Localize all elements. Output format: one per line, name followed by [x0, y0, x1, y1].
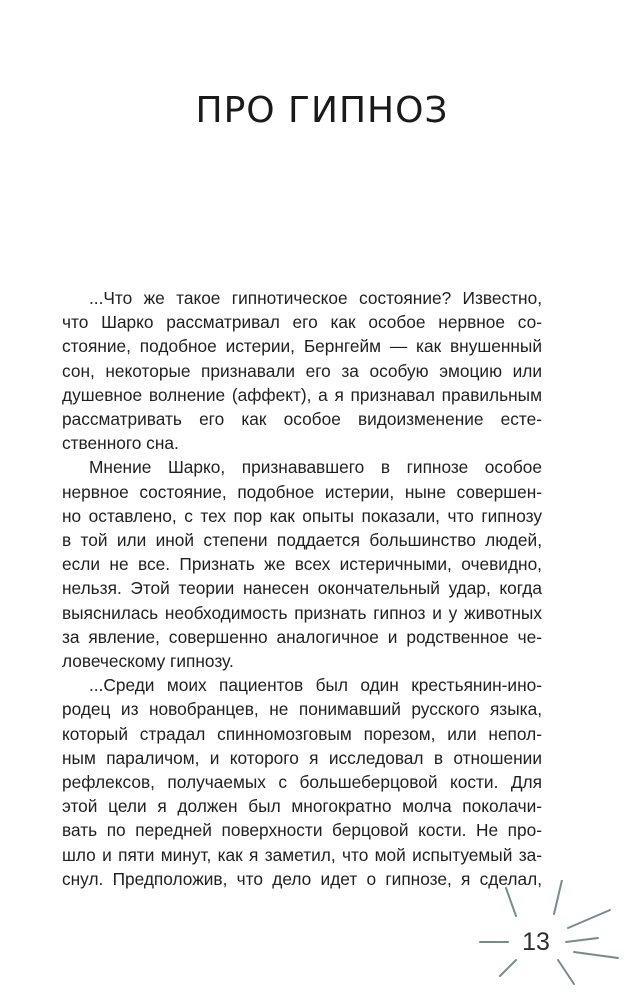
ornament-ray — [558, 960, 574, 984]
text-line: ным параличом, и которого я исследовал в отношении — [62, 747, 542, 768]
paragraph — [62, 455, 542, 673]
paragraph — [62, 286, 542, 455]
text-line: что Шарко рассматривал его как особое нервное со- — [62, 312, 542, 333]
text-line: вать по передней поверхности берцовой кости. Не про- — [62, 820, 542, 841]
text-line: душевное волнение (аффект), а я признавал правильным — [62, 384, 542, 405]
text-line: ловеческому гипнозу. — [62, 651, 234, 672]
body-text — [62, 286, 542, 891]
text-line: рассматривать его как особое видоизменение есте- — [62, 409, 542, 430]
ornament-ray — [554, 880, 562, 914]
text-line: ственного сна. — [62, 433, 179, 454]
text-line: если не все. Признать же всех истеричными, очевидно, — [62, 554, 542, 575]
ornament-ray — [568, 910, 610, 928]
text-line: ...Что же такое гипнотическое состояние? Известно, — [89, 288, 542, 308]
text-line: родец из новобранцев, не понимавший русского языка, — [62, 699, 542, 720]
ornament-ray — [506, 888, 516, 916]
text-line: который страдал спинномозговым порезом, или непол- — [62, 723, 542, 744]
text-line: Мнение Шарко, признававшего в гипнозе особое — [89, 457, 542, 478]
text-line: стояние, подобное истерии, Бернгейм — как внушенный — [62, 336, 542, 357]
text-line: за явление, совершенно аналогичное и родственное че- — [62, 626, 542, 647]
text-line: выяснилась необходимость признать гипноз и у животных — [62, 602, 542, 623]
sunburst-icon — [470, 880, 644, 1000]
text-line: этой цели я должен был многократно молча поколачи- — [62, 796, 542, 817]
paragraph — [62, 673, 542, 891]
text-line: в той или иной степени поддается большинство людей, — [62, 530, 542, 551]
ornament-ray — [574, 952, 618, 958]
text-line: снул. Предположив, что дело идет о гипнозе, я сделал, — [62, 868, 542, 889]
text-line: шло и пяти минут, как я заметил, что мой испытуемый за- — [62, 844, 542, 865]
text-line: рефлексов, получаемых с большеберцовой кости. Для — [62, 772, 542, 793]
ornament-ray — [566, 938, 598, 942]
text-line: сон, некоторые признавали его за особую эмоцию или — [62, 360, 542, 381]
ornament-ray — [500, 960, 516, 976]
text-line: нервное состояние, подобное истерии, ныне совершен- — [62, 481, 542, 502]
page-number: 13 — [522, 928, 550, 956]
page-number-ornament — [470, 880, 644, 1000]
text-line: ...Среди моих пациентов был один крестьянин-ино- — [89, 675, 542, 696]
text-line: но оставлено, с тех пор как опыты показали, что гипнозу — [62, 505, 542, 526]
text-line: нельзя. Этой теории нанесен окончательный удар, когда — [62, 578, 542, 599]
chapter-title: ПРО ГИПНОЗ — [195, 90, 449, 131]
